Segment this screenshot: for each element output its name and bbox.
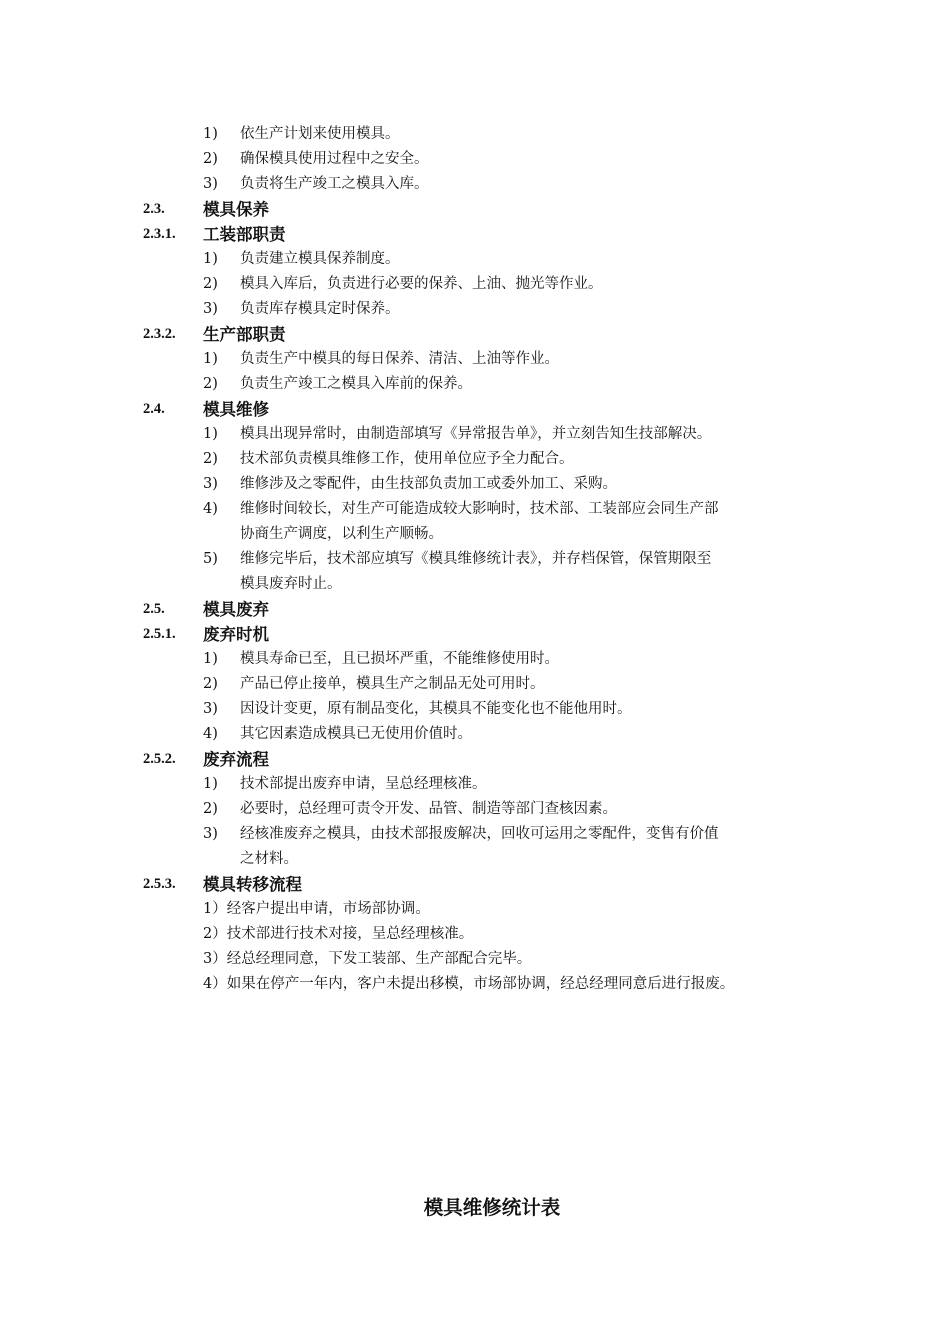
item-text: 1）经客户提出申请，市场部协调。: [203, 901, 430, 917]
item-text: 负责库存模具定时保养。: [240, 301, 400, 317]
section-title: 模具保养: [203, 200, 269, 219]
item-text: 因设计变更，原有制品变化，其模具不能变化也不能他用时。: [240, 701, 632, 717]
section-number: 2.5.1.: [143, 626, 176, 642]
list-item: [0, 672, 950, 697]
item-number: 1): [203, 126, 218, 142]
item-text: 经核准废弃之模具，由技术部报废解决，回收可运用之零配件，变售有价值: [240, 826, 719, 842]
item-text: 确保模具使用过程中之安全。: [240, 151, 429, 167]
list-item: [0, 647, 950, 672]
list-item: [0, 697, 950, 722]
list-item: [0, 272, 950, 297]
item-number: 3): [203, 301, 218, 317]
item-text: 技术部负责模具维修工作，使用单位应予全力配合。: [240, 451, 574, 467]
item-number: 4): [203, 726, 218, 742]
item-text: 技术部提出废弃申请，呈总经理核准。: [240, 776, 487, 792]
section-number: 2.5.: [143, 601, 165, 617]
list-item: [0, 797, 950, 822]
section-heading: [0, 872, 950, 897]
section-heading: [0, 622, 950, 647]
list-item: [0, 247, 950, 272]
item-text: 产品已停止接单，模具生产之制品无处可用时。: [240, 676, 545, 692]
section-heading: [0, 397, 950, 422]
item-text: 负责将生产竣工之模具入库。: [240, 176, 429, 192]
item-number: 4): [203, 501, 218, 517]
section-heading: [0, 322, 950, 347]
item-text: 4）如果在停产一年内，客户未提出移模，市场部协调，经总经理同意后进行报废。: [203, 976, 735, 992]
section-heading: [0, 747, 950, 772]
item-text: 维修涉及之零配件，由生技部负责加工或委外加工、采购。: [240, 476, 617, 492]
section-number: 2.3.: [143, 201, 165, 217]
section-number: 2.5.2.: [143, 751, 176, 767]
item-number: 2): [203, 151, 218, 167]
list-item: [0, 122, 950, 147]
list-item: [0, 547, 950, 572]
document-body: [0, 122, 950, 997]
item-text: 模具寿命已至，且已损坏严重，不能维修使用时。: [240, 651, 559, 667]
list-item: [0, 947, 950, 972]
section-title: 模具废弃: [203, 600, 269, 619]
section-number: 2.3.1.: [143, 226, 176, 242]
item-number: 2): [203, 451, 218, 467]
item-text: 依生产计划来使用模具。: [240, 126, 400, 142]
section-title: 废弃流程: [203, 750, 269, 769]
item-text: 之材料。: [240, 851, 298, 867]
list-item: [0, 922, 950, 947]
section-number: 2.3.2.: [143, 326, 176, 342]
list-item: [0, 372, 950, 397]
item-number: 2): [203, 676, 218, 692]
section-title: 工装部职责: [203, 225, 286, 244]
item-text: 其它因素造成模具已无使用价值时。: [240, 726, 472, 742]
item-text: 模具入库后，负责进行必要的保养、上油、抛光等作业。: [240, 276, 603, 292]
section-heading: [0, 597, 950, 622]
item-text: 负责生产竣工之模具入库前的保养。: [240, 376, 472, 392]
list-item: [0, 822, 950, 847]
item-text: 协商生产调度，以利生产顺畅。: [240, 526, 443, 542]
item-number: 2): [203, 376, 218, 392]
item-text: 维修时间较长，对生产可能造成较大影响时，技术部、工装部应会同生产部: [240, 501, 719, 517]
item-text: 必要时，总经理可责令开发、品管、制造等部门查核因素。: [240, 801, 617, 817]
list-item: [0, 147, 950, 172]
list-item: [0, 572, 950, 597]
item-number: 1): [203, 651, 218, 667]
item-number: 2): [203, 276, 218, 292]
list-item: [0, 772, 950, 797]
item-text: 模具出现异常时，由制造部填写《异常报告单》，并立刻告知生技部解决。: [240, 426, 712, 442]
section-heading: [0, 222, 950, 247]
list-item: [0, 497, 950, 522]
list-item: [0, 897, 950, 922]
section-title: 废弃时机: [203, 625, 269, 644]
item-number: 1): [203, 251, 218, 267]
item-text: 2）技术部进行技术对接，呈总经理核准。: [203, 926, 474, 942]
item-text: 负责建立模具保养制度。: [240, 251, 400, 267]
list-item: [0, 847, 950, 872]
section-number: 2.4.: [143, 401, 165, 417]
list-item: [0, 722, 950, 747]
list-item: [0, 447, 950, 472]
item-text: 维修完毕后，技术部应填写《模具维修统计表》，并存档保管，保管期限至: [240, 551, 712, 567]
item-number: 1): [203, 351, 218, 367]
list-item: [0, 347, 950, 372]
section-title: 模具维修: [203, 400, 269, 419]
list-item: [0, 472, 950, 497]
section-title: 模具转移流程: [203, 875, 302, 894]
list-item: [0, 172, 950, 197]
item-number: 2): [203, 801, 218, 817]
section-number: 2.5.3.: [143, 876, 176, 892]
list-item: [0, 972, 950, 997]
item-number: 3): [203, 176, 218, 192]
item-number: 5): [203, 551, 218, 567]
item-number: 1): [203, 426, 218, 442]
item-number: 3): [203, 476, 218, 492]
item-number: 1): [203, 776, 218, 792]
list-item: [0, 522, 950, 547]
list-item: [0, 422, 950, 447]
item-text: 负责生产中模具的每日保养、清洁、上油等作业。: [240, 351, 559, 367]
list-item: [0, 297, 950, 322]
table-title: 模具维修统计表: [423, 1196, 561, 1219]
item-text: 模具废弃时止。: [240, 576, 342, 592]
item-number: 3): [203, 826, 218, 842]
item-text: 3）经总经理同意，下发工装部、生产部配合完毕。: [203, 951, 532, 967]
item-number: 3): [203, 701, 218, 717]
section-heading: [0, 197, 950, 222]
section-title: 生产部职责: [203, 325, 286, 344]
